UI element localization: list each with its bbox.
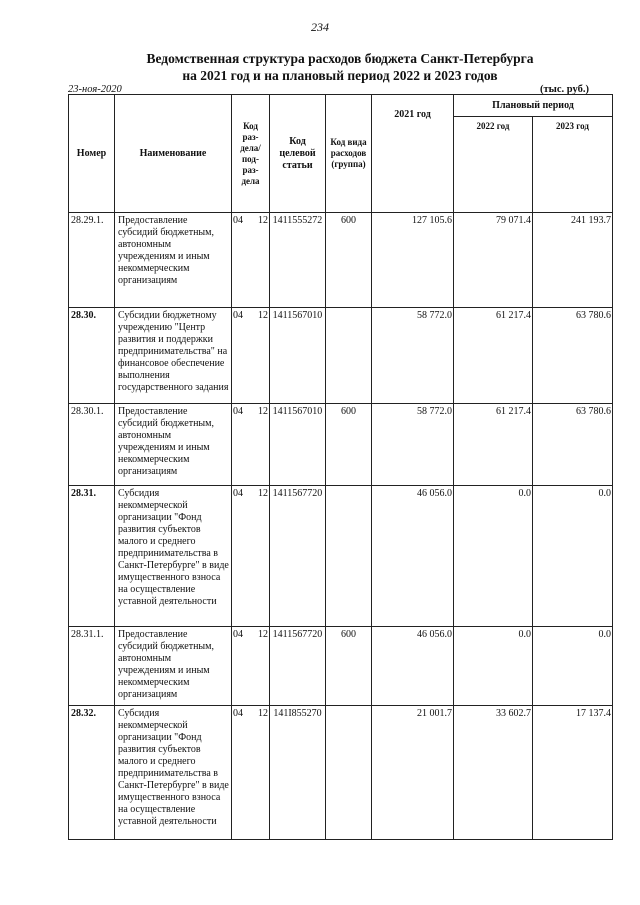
row-number: 28.30.1. xyxy=(69,404,115,486)
row-value-2023: 241 193.7 xyxy=(533,213,613,308)
table-row xyxy=(69,213,613,308)
podrazdel-code: 12 xyxy=(258,708,268,719)
document-date: 23-ноя-2020 xyxy=(68,84,122,95)
row-value-2021: 46 056.0 xyxy=(372,627,454,706)
row-value-2022: 79 071.4 xyxy=(454,213,533,308)
row-vid-code: 600 xyxy=(326,213,372,308)
row-vid-code: 600 xyxy=(326,404,372,486)
row-number: 28.29.1. xyxy=(69,213,115,308)
header-2021: 2021 год xyxy=(372,95,454,213)
row-value-2021: 58 772.0 xyxy=(372,308,454,404)
header-vid: Код вида расходов (группа) xyxy=(326,95,372,213)
row-value-2023: 63 780.6 xyxy=(533,308,613,404)
row-vid-code xyxy=(326,706,372,840)
podrazdel-code: 12 xyxy=(258,310,268,321)
row-value-2021: 21 001.7 xyxy=(372,706,454,840)
row-value-2021: 127 105.6 xyxy=(372,213,454,308)
title-line-1: Ведомственная структура расходов бюджета Санкт-Петербурга xyxy=(146,51,534,66)
row-target-code: 1411567720 xyxy=(270,627,326,706)
row-value-2022: 61 217.4 xyxy=(454,308,533,404)
row-vid-code xyxy=(326,308,372,404)
table-row xyxy=(69,486,613,627)
row-vid-code xyxy=(326,486,372,627)
razdel-code: 04 xyxy=(233,708,243,719)
row-target-code: 1411567010 xyxy=(270,308,326,404)
row-name: Субсидии бюджетному учреждению "Центр развития и поддержки предпринимательства" на финансовое обеспечение выполнения государственного задания xyxy=(115,308,232,404)
razdel-code: 04 xyxy=(233,406,243,417)
row-value-2023: 0.0 xyxy=(533,486,613,627)
podrazdel-code: 12 xyxy=(258,629,268,640)
row-razdel xyxy=(232,486,270,627)
page-number: 234 xyxy=(311,20,329,34)
row-value-2021: 58 772.0 xyxy=(372,404,454,486)
row-razdel xyxy=(232,213,270,308)
header-2022: 2022 год xyxy=(454,117,533,213)
row-value-2023: 17 137.4 xyxy=(533,706,613,840)
podrazdel-code: 12 xyxy=(258,488,268,499)
row-value-2022: 0.0 xyxy=(454,486,533,627)
header-razdel: Код раз-дела/ под-раз-дела xyxy=(232,95,270,213)
podrazdel-code: 12 xyxy=(258,406,268,417)
row-target-code: 141I855270 xyxy=(270,706,326,840)
row-value-2023: 63 780.6 xyxy=(533,404,613,486)
table-row xyxy=(69,627,613,706)
row-value-2021: 46 056.0 xyxy=(372,486,454,627)
row-razdel xyxy=(232,627,270,706)
row-razdel xyxy=(232,404,270,486)
header-number: Номер xyxy=(69,95,115,213)
row-name: Предоставление субсидий бюджетным, автономным учреждениям и иным некоммерческим организациям xyxy=(115,404,232,486)
row-vid-code: 600 xyxy=(326,627,372,706)
row-name: Предоставление субсидий бюджетным, автономным учреждениям и иным некоммерческим организациям xyxy=(115,627,232,706)
row-value-2022: 61 217.4 xyxy=(454,404,533,486)
row-number: 28.31.1. xyxy=(69,627,115,706)
table-row xyxy=(69,404,613,486)
row-value-2023: 0.0 xyxy=(533,627,613,706)
row-number: 28.31. xyxy=(69,486,115,627)
table-row xyxy=(69,706,613,840)
title-line-2: на 2021 год и на плановый период 2022 и 2023 годов xyxy=(182,68,498,83)
razdel-code: 04 xyxy=(233,215,243,226)
row-razdel xyxy=(232,308,270,404)
header-2023: 2023 год xyxy=(533,117,613,213)
row-name: Субсидия некоммерческой организации "Фонд развития субъектов малого и среднего предпринимательства в Санкт-Петербурге" в виде имущественного взноса на осуществление уставной деятельности xyxy=(115,486,232,627)
table-body xyxy=(69,213,613,840)
razdel-code: 04 xyxy=(233,310,243,321)
razdel-code: 04 xyxy=(233,488,243,499)
row-razdel xyxy=(232,706,270,840)
units-label: (тыс. руб.) xyxy=(540,84,589,95)
row-number: 28.30. xyxy=(69,308,115,404)
podrazdel-code: 12 xyxy=(258,215,268,226)
row-number: 28.32. xyxy=(69,706,115,840)
header-target: Код целевой статьи xyxy=(270,95,326,213)
razdel-code: 04 xyxy=(233,629,243,640)
table-row xyxy=(69,308,613,404)
document-title xyxy=(60,50,620,84)
budget-table xyxy=(68,94,613,840)
row-name: Субсидия некоммерческой организации "Фонд развития субъектов малого и среднего предпринимательства в Санкт-Петербурге" в виде имущественного взноса на осуществление уставной деятельности xyxy=(115,706,232,840)
row-value-2022: 0.0 xyxy=(454,627,533,706)
row-target-code: 1411555272 xyxy=(270,213,326,308)
row-name: Предоставление субсидий бюджетным, автономным учреждениям и иным некоммерческим организациям xyxy=(115,213,232,308)
header-name: Наименование xyxy=(115,95,232,213)
row-value-2022: 33 602.7 xyxy=(454,706,533,840)
row-target-code: 1411567010 xyxy=(270,404,326,486)
header-planned: Плановый период xyxy=(454,95,613,117)
row-target-code: 1411567720 xyxy=(270,486,326,627)
